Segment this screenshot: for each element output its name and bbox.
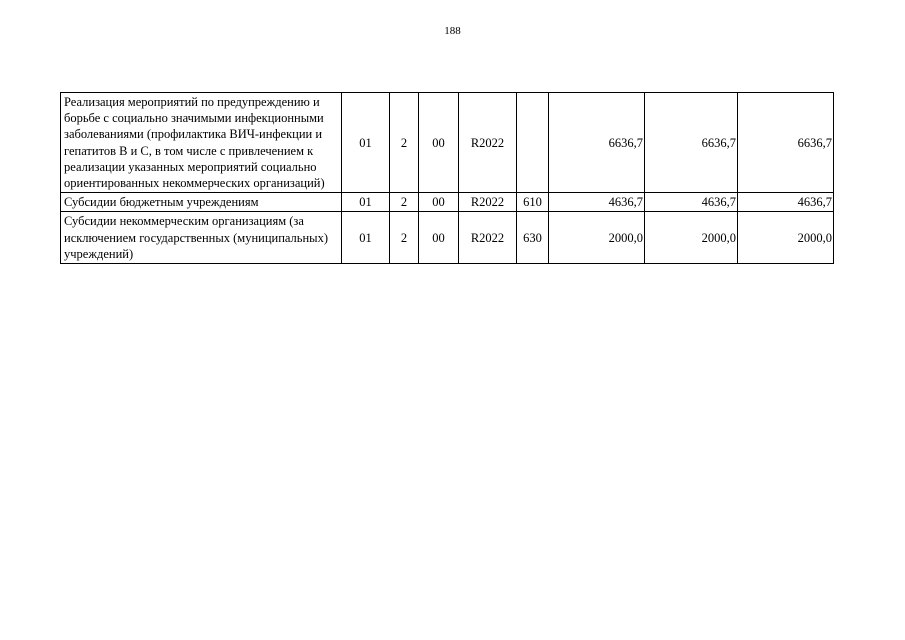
direction-code: R2022 [459, 212, 517, 264]
amount-cell: 4636,7 [645, 193, 738, 212]
row-description: Реализация мероприятий по предупреждению и борьбе с социально значимыми инфекционными заболеваниями (профилактика ВИЧ-инфекции и гепатитов В и С, в том числе с привлечением к реализации указанных мероприятий социально ориентированных некоммерческих организаций) [61, 93, 342, 193]
event-code: 00 [419, 93, 459, 193]
table-row [61, 212, 834, 264]
amount-cell: 4636,7 [738, 193, 834, 212]
direction-code: R2022 [459, 193, 517, 212]
section-code: 01 [342, 193, 390, 212]
expense-type-code [517, 93, 549, 193]
budget-table [60, 92, 834, 264]
amount-cell: 2000,0 [738, 212, 834, 264]
amount-cell: 6636,7 [645, 93, 738, 193]
amount-cell: 6636,7 [549, 93, 645, 193]
table-row [61, 93, 834, 193]
row-description: Субсидии некоммерческим организациям (за исключением государственных (муниципальных) учреждений) [61, 212, 342, 264]
page-number: 188 [444, 25, 461, 37]
row-description: Субсидии бюджетным учреждениям [61, 193, 342, 212]
direction-code: R2022 [459, 93, 517, 193]
event-code: 00 [419, 212, 459, 264]
subprogram-code: 2 [390, 193, 419, 212]
section-code: 01 [342, 93, 390, 193]
table-row [61, 193, 834, 212]
amount-cell: 4636,7 [549, 193, 645, 212]
subprogram-code: 2 [390, 93, 419, 193]
expense-type-code: 610 [517, 193, 549, 212]
amount-cell: 2000,0 [549, 212, 645, 264]
section-code: 01 [342, 212, 390, 264]
subprogram-code: 2 [390, 212, 419, 264]
expense-type-code: 630 [517, 212, 549, 264]
event-code: 00 [419, 193, 459, 212]
amount-cell: 6636,7 [738, 93, 834, 193]
amount-cell: 2000,0 [645, 212, 738, 264]
